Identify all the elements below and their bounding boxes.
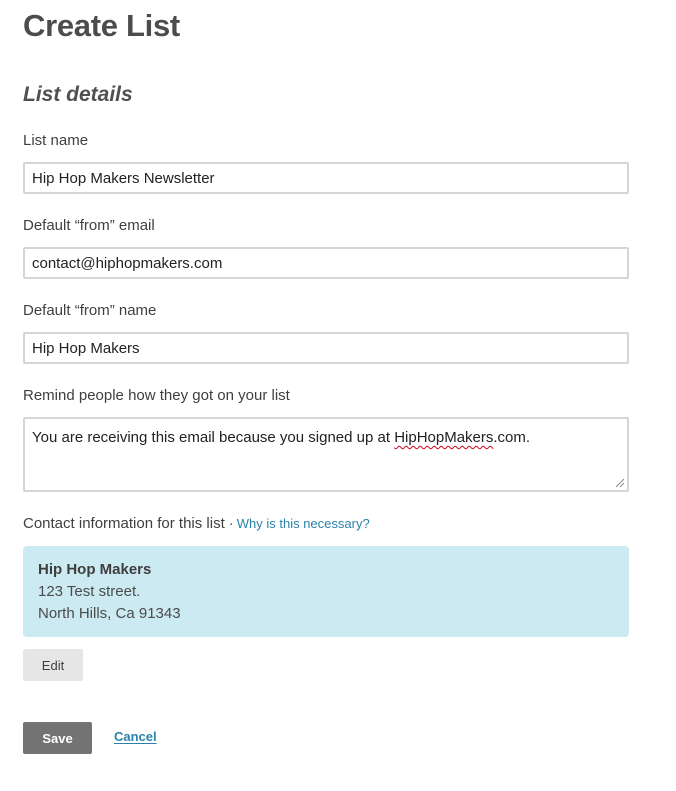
from-name-input[interactable]	[23, 332, 629, 364]
from-email-label: Default “from” email	[23, 217, 155, 234]
edit-contact-button[interactable]: Edit	[23, 649, 83, 681]
why-necessary-link[interactable]: Why is this necessary?	[236, 516, 370, 531]
save-button[interactable]: Save	[23, 722, 92, 754]
resize-handle-icon[interactable]	[615, 478, 625, 488]
reminder-text-misspelled: HipHopMakers	[394, 429, 494, 446]
contact-separator: ·	[228, 515, 234, 532]
section-title-list-details: List details	[23, 83, 133, 106]
reminder-label: Remind people how they got on your list	[23, 387, 290, 404]
list-name-label: List name	[23, 132, 89, 149]
from-name-label: Default “from” name	[23, 302, 157, 319]
contact-label: Contact information for this list	[23, 515, 225, 532]
contact-city-line: North Hills, Ca 91343	[38, 605, 181, 622]
reminder-textarea[interactable]	[23, 417, 629, 492]
page-title: Create List	[23, 8, 180, 43]
list-name-input[interactable]	[23, 162, 629, 194]
contact-street: 123 Test street.	[38, 583, 141, 600]
cancel-link[interactable]: Cancel	[114, 729, 157, 744]
from-email-input[interactable]	[23, 247, 629, 279]
reminder-text-after: .com.	[493, 429, 531, 446]
contact-info-card	[23, 546, 629, 637]
contact-name: Hip Hop Makers	[38, 561, 152, 578]
contact-label-row	[23, 515, 370, 532]
reminder-text-before: You are receiving this email because you signed up at	[32, 429, 395, 446]
